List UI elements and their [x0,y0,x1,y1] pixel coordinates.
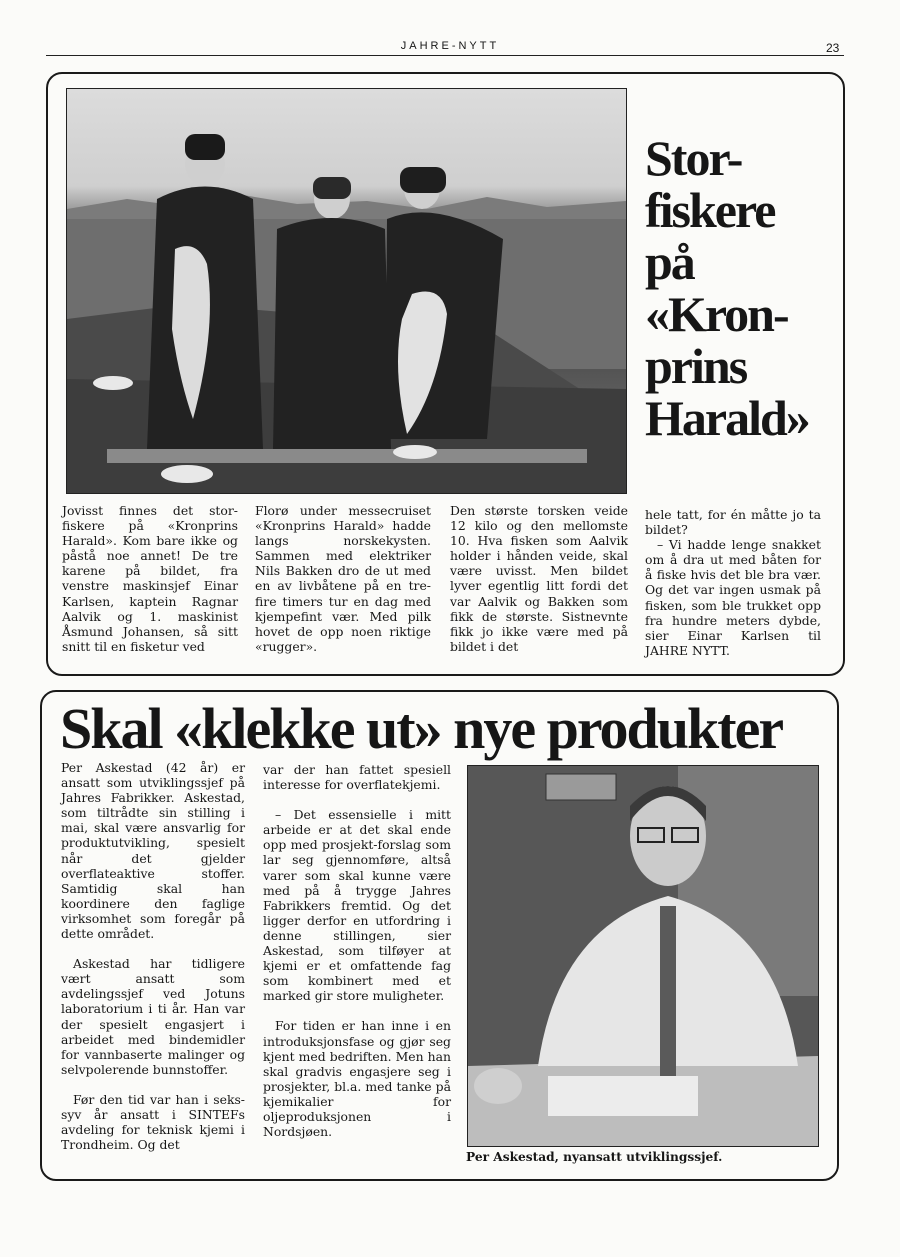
headline-askestad: Skal «klekke ut» nye produkter [60,696,783,761]
headline-fishing [645,132,835,444]
article2-column-1 [61,760,245,1152]
paragraph: Per Askestad (42 år) er ansatt som utviklingssjef på Jahres Fabrikker. Askestad, som tiltrådte sin stilling i mai, skal være ansvarlig for produktutvikling, spesielt når det gjelder overflateaktive stoffer. Samtidig skal han koordinere den faglige virksomhet som foregår på dette området. [61,760,245,942]
headline-line: prins [645,338,747,394]
paragraph: – Det essensielle i mitt arbeide er at det skal ende opp med prosjekt-forslag som lar seg gjennomføre, altså varer som skal kunne være med på å trygge Jahres Fabrikkers fremtid. Og det ligger derfor en utfordring i denne stillingen, sier Askestad, som tilføyer at kjemi er et omfattende fag som kombinert med et marked gir store muligheter. [263,807,451,1004]
article1-column-4 [645,507,821,658]
paragraph: – Vi hadde lenge snakket om å dra ut med båten for å fiske hvis det ble bra vær. Og det var ingen usmak på fisken, som ble trukket opp fra hundre meters dybde, sier Einar Karlsen til JAHRE NYTT. [645,537,821,658]
article2-column-2 [263,762,451,1139]
fishing-photo-illustration [67,89,626,493]
paragraph: hele tatt, for én måtte jo ta bildet? [645,507,821,538]
running-title: JAHRE-NYTT [400,40,500,52]
headline-line: «Kron- [645,286,788,342]
paragraph: For tiden er han inne i en introduksjonsfase og gjør seg kjent med bedriften. Men han skal gradvis engasjere seg i prosjekter, bl.a. med tanke på kjemikalier for oljeproduksjonen i Nordsjøen. [263,1018,451,1140]
headline-line: på [645,234,694,290]
headline-line: Harald» [645,390,809,446]
photo-caption: Per Askestad, nyansatt utviklingssjef. [466,1150,723,1164]
paragraph: Florø under messecruiset «Kronprins Harald» hadde langs norskekysten. Sammen med elektriker Nils Bakken dro de ut med en av livbåtene på en tre-fire timers tur en dag med kjempefint vær. Med pilk hovet de opp noen riktige «rugger». [255,503,431,654]
fishing-photo [66,88,627,494]
headline-line: fiskere [645,182,775,238]
article1-column-2 [255,503,431,654]
paragraph: Før den tid var han i seks-syv år ansatt i SINTEFs avdeling for teknisk kjemi i Trondheim. Og det [61,1091,245,1153]
askestad-portrait-photo [467,765,819,1147]
paragraph: Jovisst finnes det stor-fiskere på «Kronprins Harald». Kom bare ikke og påstå noe annet! De tre karene på bildet, fra venstre maskinsjef Einar Karlsen, kaptein Ragnar Aalvik og 1. maskinist Åsmund Johansen, så sitt snitt til en fisketur ved [62,503,238,654]
article1-column-3 [450,503,628,654]
headline-line: Stor- [645,130,742,186]
header-rule [46,55,844,56]
page-number: 23 [826,41,840,55]
portrait-illustration [468,766,818,1146]
paragraph: Den største torsken veide 12 kilo og den mellomste 10. Hva fisken som Aalvik holder i hånden veide, skal være uvisst. Men bildet lyver egentlig litt fordi det var Aalvik og Bakken som fikk de største. Sistnevnte fikk jo ikke være med på bildet i det [450,503,628,654]
paragraph: var der han fattet spesiell interesse for overflatekjemi. [263,762,451,793]
article1-column-1 [62,503,238,654]
paragraph: Askestad har tidligere vært ansatt som avdelingssjef ved Jotuns laboratorium i ti år. Han var der spesielt engasjert i arbeidet med bindemidler for vannbaserte malinger og selvpolerende bunnstoffer. [61,956,245,1077]
